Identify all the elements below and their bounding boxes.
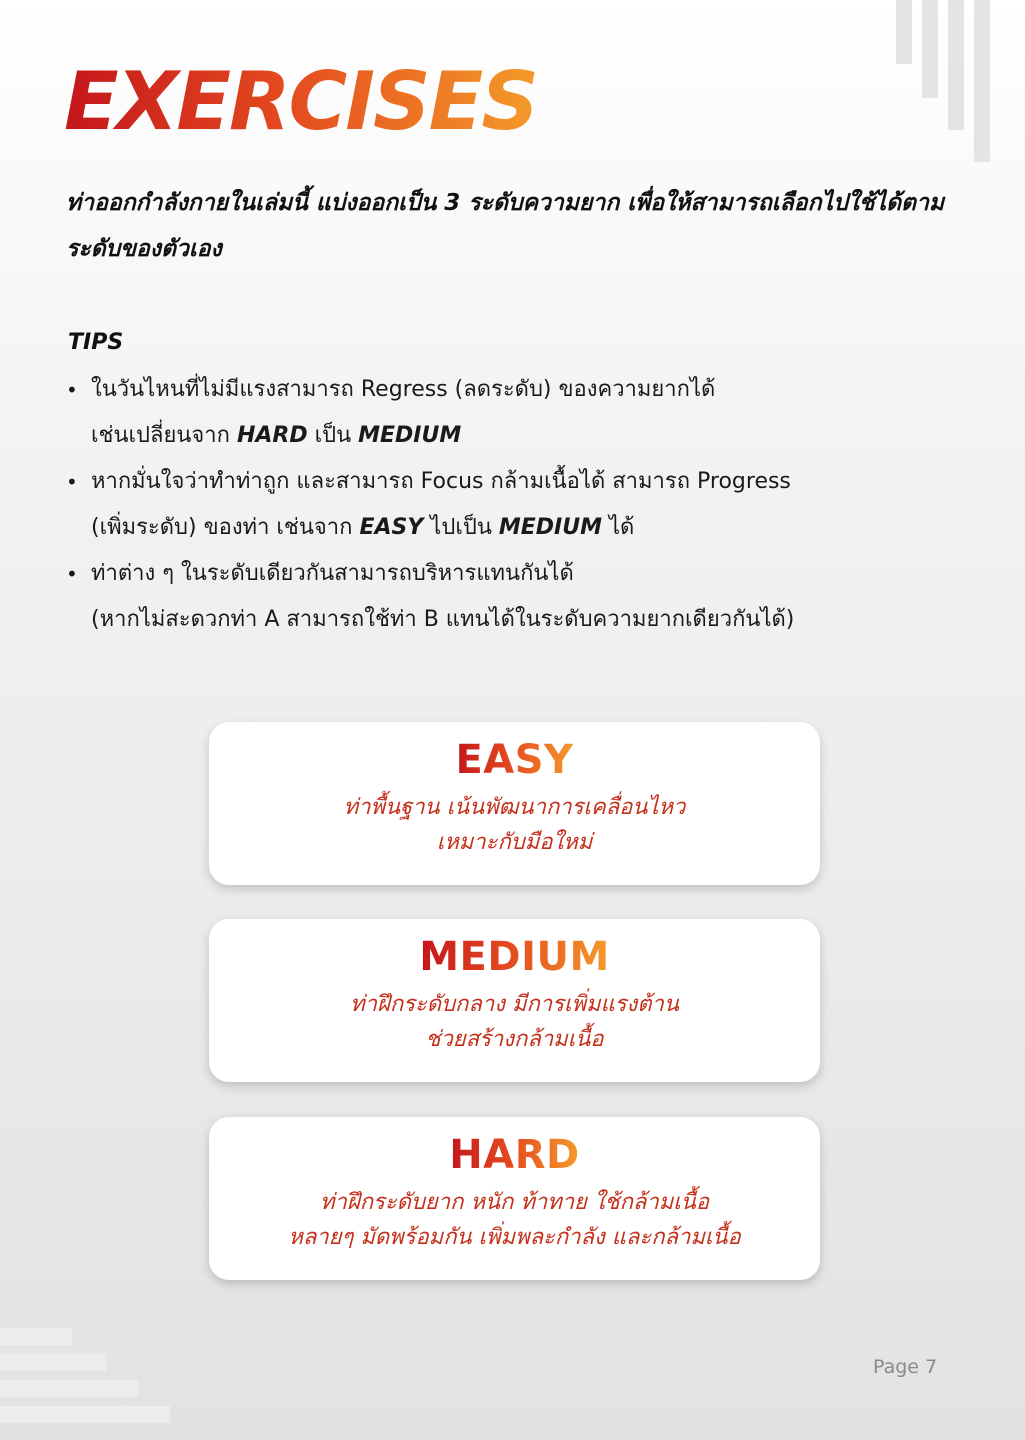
level-description	[209, 987, 820, 1057]
level-card-medium	[209, 919, 820, 1082]
tip-line: (เพิ่มระดับ) ของท่า เช่นจาก	[91, 515, 360, 540]
decor-stripe	[0, 1328, 72, 1345]
page-number: Page 7	[873, 1356, 938, 1378]
tip-item	[66, 367, 946, 459]
tip-emphasis: HARD	[236, 423, 308, 448]
page-title: EXERCISES	[64, 55, 537, 148]
level-name: MEDIUM	[419, 934, 610, 980]
level-description-line: ท่าพื้นฐาน เน้นพัฒนาการเคลื่อนไหว	[343, 795, 686, 820]
tip-emphasis: EASY	[359, 515, 424, 540]
level-description-line: เหมาะกับมือใหม่	[436, 830, 593, 855]
level-description	[209, 790, 820, 860]
tip-line: หากมั่นใจว่าทำท่าถูก และสามารถ Focus กล้ามเนื้อได้ สามารถ Progress	[91, 469, 791, 494]
decor-stripe	[896, 0, 912, 64]
level-card-easy	[209, 722, 820, 885]
decor-stripe	[0, 1380, 138, 1397]
decor-stripe	[948, 0, 964, 130]
tip-line: ในวันไหนที่ไม่มีแรงสามารถ Regress (ลดระดับ) ของความยากได้	[91, 377, 716, 402]
tip-line: ไปเป็น	[423, 515, 499, 540]
tip-line: เป็น	[307, 423, 359, 448]
level-description-line: ช่วยสร้างกล้ามเนื้อ	[425, 1027, 604, 1052]
tip-line: ท่าต่าง ๆ ในระดับเดียวกันสามารถบริหารแทนกันได้	[91, 561, 574, 586]
level-description-line: หลายๆ มัดพร้อมกัน เพิ่มพละกำลัง และกล้ามเนื้อ	[288, 1225, 741, 1250]
tip-item	[66, 459, 946, 551]
tips-heading: TIPS	[68, 330, 124, 355]
level-name: EASY	[455, 737, 574, 783]
level-card-hard	[209, 1117, 820, 1280]
decor-stripe	[922, 0, 938, 98]
tip-line: ได้	[601, 515, 635, 540]
level-description	[209, 1185, 820, 1255]
decor-stripe	[974, 0, 990, 162]
tip-line: (หากไม่สะดวกท่า A สามารถใช้ท่า B แทนได้ในระดับความยากเดียวกันได้)	[91, 607, 795, 632]
decor-stripe	[0, 1406, 170, 1423]
tip-emphasis: MEDIUM	[498, 515, 602, 540]
tip-line: เช่นเปลี่ยนจาก	[91, 423, 237, 448]
level-description-line: ท่าฝึกระดับยาก หนัก ท้าทาย ใช้กล้ามเนื้อ	[319, 1190, 710, 1215]
decor-stripe	[0, 1354, 106, 1371]
tip-item	[66, 551, 946, 643]
level-name: HARD	[449, 1132, 580, 1178]
tips-list	[66, 367, 946, 643]
level-description-line: ท่าฝึกระดับกลาง มีการเพิ่มแรงต้าน	[350, 992, 679, 1017]
tip-emphasis: MEDIUM	[358, 423, 462, 448]
intro-text: ท่าออกกำลังกายในเล่มนี้ แบ่งออกเป็น 3 ระดับความยาก เพื่อให้สามารถเลือกไปใช้ได้ตามระดับของตัวเอง	[66, 190, 945, 262]
